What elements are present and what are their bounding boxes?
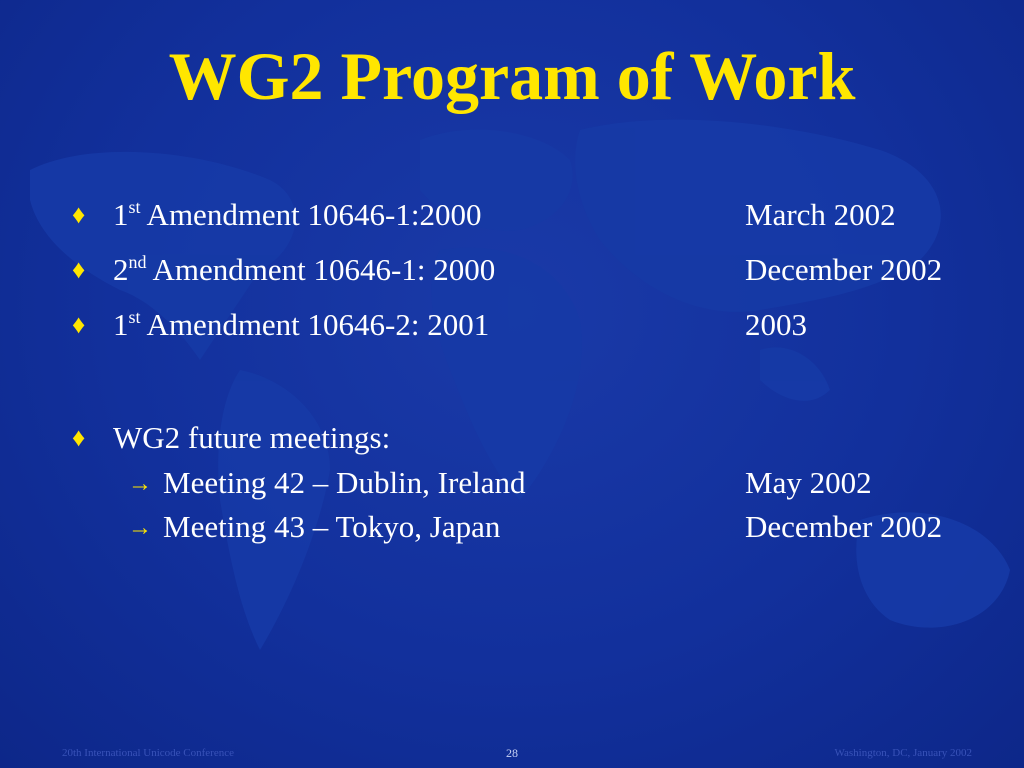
diamond-bullet-icon: ♦	[72, 255, 86, 284]
amendment-date: March 2002	[745, 197, 896, 232]
slide-title: WG2 Program of Work	[168, 38, 856, 114]
amendment-date: 2003	[745, 307, 807, 342]
list-item	[0, 416, 1024, 460]
amendment-date: December 2002	[745, 252, 943, 287]
list-item	[0, 303, 1024, 347]
arrow-right-icon: →	[128, 515, 152, 541]
sub-list-item	[0, 505, 1024, 549]
footer-left: 20th International Unicode Conference	[62, 747, 234, 759]
list-item	[0, 248, 1024, 292]
meeting-label: Meeting 42 – Dublin, Ireland	[163, 465, 526, 500]
amendment-label: 2nd Amendment 10646-1: 2000	[113, 252, 496, 287]
meetings-heading: WG2 future meetings:	[113, 420, 391, 455]
diamond-bullet-icon: ♦	[72, 200, 86, 229]
amendment-label: 1st Amendment 10646-2: 2001	[113, 307, 490, 342]
meeting-date: May 2002	[745, 465, 872, 500]
list-item	[0, 193, 1024, 237]
meeting-label: Meeting 43 – Tokyo, Japan	[163, 509, 501, 544]
sub-list-item	[0, 461, 1024, 505]
amendment-label: 1st Amendment 10646-1:2000	[113, 197, 482, 232]
page-number: 28	[506, 746, 518, 760]
arrow-right-icon: →	[128, 471, 152, 497]
diamond-bullet-icon: ♦	[72, 310, 86, 339]
meeting-date: December 2002	[745, 509, 943, 544]
diamond-bullet-icon: ♦	[72, 423, 86, 452]
footer-right: Washington, DC, January 2002	[834, 747, 972, 759]
